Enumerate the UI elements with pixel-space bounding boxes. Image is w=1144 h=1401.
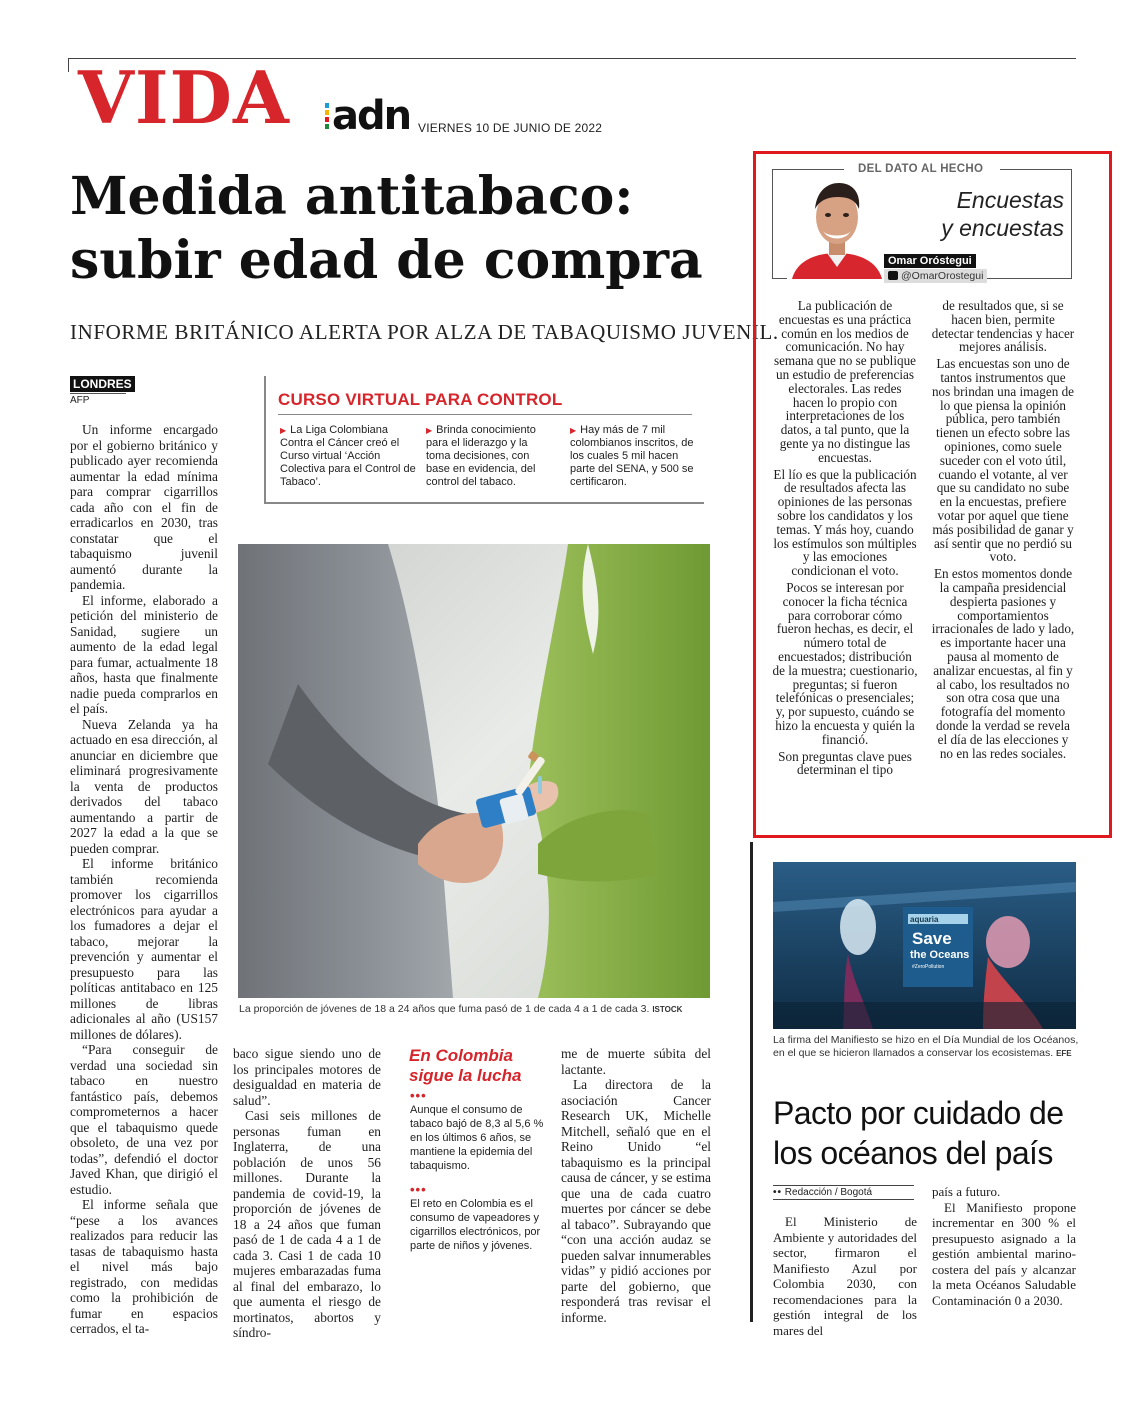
article-subhead: INFORME BRITÁNICO ALERTA POR ALZA DE TABAQUISMO JUVENIL.: [70, 320, 779, 344]
agency-credit: AFP: [70, 393, 126, 406]
headline-line-1: Medida antitabaco:: [70, 166, 634, 227]
photo-credit: ISTOCK: [652, 1005, 683, 1014]
paragraph: Casi seis millones de personas fuman en Inglaterra, de una población de unos 56 millones. Durante la pandemia de covid-19, la proporción de jóvenes de 18 a 24 años que fuman pasó de 1 de cada 4 a 1 de cada 3. Casi 1 de cada 10 mujeres embarazadas fuma al final del embarazo, lo que aumenta el riesgo de mortinatos, abortos y síndro-: [233, 1108, 381, 1340]
paragraph: baco sigue siendo uno de los principales motores de desigualdad en materia de salud”.: [233, 1046, 381, 1108]
article-column-2: [233, 1046, 381, 1341]
author-handle: @OmarOrostegui: [884, 269, 987, 283]
paragraph: El lío es que la publicación de resultados afecta las opiniones de las personas sobre los candidatos y los temas. Y más hoy, cuando los estímulos son múltiples y las emociones condicionan el voto.: [773, 466, 917, 579]
issue-date: VIERNES 10 DE JUNIO DE 2022: [418, 121, 603, 135]
article-column-1: [70, 422, 218, 1337]
paragraph: El informe británico también recomienda promover los cigarrillos electrónicos para ayudar a los fumadores a dejar el tabaco, mejorar la prevención y aumentar el presupuesto para las políticas antitabaco en 125 millones de libras adicionales al año (US157 millones de dólares).: [70, 856, 218, 1042]
ocean-credit: EFE: [1056, 1049, 1072, 1058]
ocean-photo: [773, 862, 1076, 1029]
cigarette-handoff-image: [238, 544, 710, 998]
article-photo: [238, 544, 710, 998]
ocean-sign-brand: aquaria: [910, 915, 939, 924]
ocean-sign-line-1: Save: [912, 929, 952, 948]
callout-rule: [278, 414, 692, 415]
author-name: Omar Oróstegui: [884, 254, 976, 268]
ocean-column-2: [932, 1184, 1076, 1308]
triangle-bullet-icon: ▶: [426, 426, 433, 435]
paragraph: me de muerte súbita del lactante.: [561, 1046, 711, 1077]
paragraph: La publicación de encuestas es una práctica común en los medios de comunicación. No hay semana que no se publique un estudio de preferencias electorales. Las redes hacen lo propio con interpretaciones de los datos, a tal punto, que la gente ya no distingue las encuestas.: [773, 298, 917, 465]
ocean-sign-tag: #ZeroPollution: [912, 964, 945, 970]
column-divider: [750, 842, 753, 1322]
paragraph: En estos momentos donde la campaña presidencial despierta pasiones y comportamientos irracionales de lado y lado, es importante hacer una pausa al momento de analizar encuestas, al fin y al cabo, los resultados no son otra cosa que una fotografía del momento donde la verdad se revela el día de las elecciones y no en las redes sociales.: [931, 566, 1075, 761]
ocean-headline: Pacto por cuidado de los océanos del país: [773, 1095, 1064, 1171]
section-title: VIDA: [78, 55, 290, 140]
paragraph: Son preguntas clave pues determinan el tipo: [778, 748, 912, 778]
triangle-bullet-icon: ▶: [570, 426, 577, 435]
opinion-column-1: [772, 299, 918, 780]
paragraph: El informe, elaborado a petición del ministerio de Sanidad, sugiere un aumento de la edad legal para fumar, actualmente 18 años, hasta que finalmente nadie pueda comprarlos en el país.: [70, 592, 218, 716]
ocean-column-1: [773, 1214, 917, 1338]
sidebar-item-1: Aunque el consumo de tabaco bajó de 8,3 al 5,6 % en los últimos 6 años, se mantiene la epidemia del tabaquismo.: [410, 1104, 544, 1172]
paragraph: El Manifiesto propone incrementar en 300 % el presupuesto asignado a la gestión ambiental marino-costera del país y alcanzar la meta Océanos Saludable Contaminación 0 a 2030.: [932, 1199, 1076, 1308]
logo-mark: [325, 103, 331, 131]
author-portrait-image: [787, 175, 887, 279]
underwater-image: [773, 862, 1076, 1029]
paragraph: La directora de la asociación Cancer Research UK, Michelle Mitchell, señaló que en el Reino Unido “el tabaquismo es la principal causa de cáncer, y se estima que una de cada cuatro muertes por cáncer se debe al tabaco”. Subrayando que “con una acción audaz se pueden salvar innumerables vidas” y pidió acciones por parte del gobierno, que responderá tras revisar el informe.: [561, 1077, 711, 1325]
dateline: LONDRES: [70, 376, 135, 392]
top-rule-tick: [68, 58, 69, 72]
paragraph: de resultados que, si se hacen bien, permite detectar tendencias y hacer mejores análisis.: [931, 298, 1075, 355]
opinion-kicker: DEL DATO AL HECHO: [858, 163, 984, 175]
twitter-icon: [888, 271, 898, 280]
triangle-bullet-icon: ▶: [280, 426, 287, 435]
paragraph: país a futuro.: [932, 1184, 1001, 1199]
adn-logo: adn: [332, 93, 411, 139]
author-avatar: [787, 175, 887, 279]
ocean-caption: La firma del Manifiesto se hizo en el Día Mundial de los Océanos, en el que se hicieron llamados a conservar los ecosistemas. EFE: [773, 1034, 1079, 1059]
sidebar-title: En Colombia sigue la lucha: [409, 1046, 522, 1085]
photo-caption: La proporción de jóvenes de 18 a 24 años que fuma pasó de 1 de cada 4 a 1 de cada 3. ISTOCK: [239, 1003, 683, 1015]
callout-bullet-3: ▶ Hay más de 7 mil colombianos inscritos, de los cuales 5 mil hacen parte del SENA, y 500 se certificaron.: [570, 424, 694, 488]
paragraph: Nueva Zelanda ya ha actuado en esa dirección, al anunciar en diciembre que eliminará progresivamente la venta de productos derivados del tabaco aumentando a partir de 2027 la edad a la que se pueden comprar.: [70, 716, 218, 856]
callout-title: CURSO VIRTUAL PARA CONTROL: [278, 390, 563, 409]
dots-icon: ••: [773, 1187, 783, 1198]
paragraph: Las encuestas son uno de tantos instrumentos que nos brindan una imagen de lo que piensa la opinión pública, pero también tienen un efecto sobre las opiniones, como suele suceder con el voto útil, cuando el votante, al ver que su candidato no sube en la encuestas, prefiere votar por aquel que tiene más posibilidad de ganar y así sentir que no perdió su voto.: [931, 356, 1075, 565]
headline-line-2: subir edad de compra: [70, 230, 703, 291]
paragraph: El informe señala que “pese a los avances realizados para reducir las tasas de tabaquismo hasta el nivel más bajo registrado, con medidas como la prohibición de fumar en espacios cerrados, el ta-: [70, 1197, 218, 1336]
paragraph: Un informe encargado por el gobierno británico y publicado ayer recomienda aumentar la edad mínima para comprar cigarrillos cada año con el fin de erradicarlos en 2030, tras constatar que el tabaquismo juvenil aumentó durante la pandemia.: [70, 422, 218, 592]
dots-icon: •••: [410, 1182, 427, 1197]
paragraph: “Para conseguir de verdad una sociedad sin tabaco en nuestro fantástico país, debemos comprometernos a hacer que el tabaquismo quede obsoleto, de una vez por todas”, defendió el doctor Javed Khan, que dirigió el estudio.: [70, 1042, 218, 1197]
article-column-4: [561, 1046, 711, 1325]
sidebar-item-2: El reto en Colombia es el consumo de vapeadores y cigarrillos electrónicos, por parte de niños y jóvenes.: [410, 1198, 541, 1252]
opinion-title: Encuestas y encuestas: [941, 187, 1064, 241]
ocean-byline: •• Redacción / Bogotá: [773, 1185, 914, 1200]
opinion-column-2: [930, 299, 1076, 763]
article-headline: [70, 165, 750, 293]
callout-bullet-1: ▶ La Liga Colombiana Contra el Cáncer creó el Curso virtual ‘Acción Colectiva para el Control de Tabaco’.: [280, 424, 416, 488]
paragraph: El Ministerio de Ambiente y autoridades del sector, firmaron el Manifiesto Azul por Colombia 2030, con recomendaciones para la gestión integral de los mares del: [773, 1214, 917, 1338]
paragraph: Pocos se interesan por conocer la ficha técnica para corroborar cómo fueron hechas, es decir, el número total de encuestados; distribución de la muestra; cuestionario, preguntas; si fueron telefónicas o presenciales; y, por supuesto, cuándo se hizo la encuesta y quién la financió.: [772, 579, 918, 747]
ocean-sign-line-2: the Oceans: [910, 949, 970, 961]
dots-icon: •••: [410, 1088, 427, 1103]
callout-bullet-2: ▶ Brinda conocimiento para el liderazgo y la toma decisiones, con base en evidencia, del control del tabaco.: [426, 424, 536, 488]
